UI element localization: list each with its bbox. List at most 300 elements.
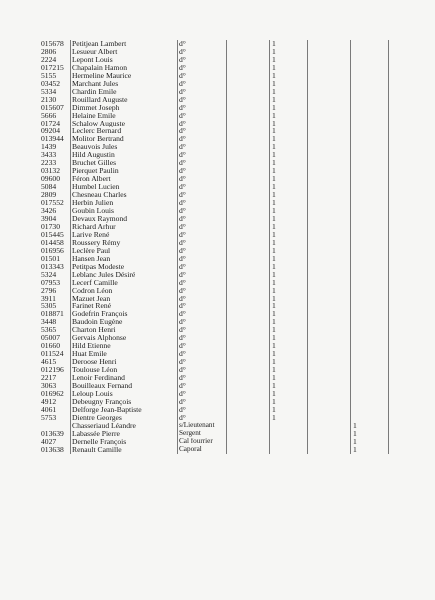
soldier-number: 4027 [40, 438, 71, 446]
empty-column [308, 334, 351, 342]
count-column-b [351, 247, 389, 255]
soldier-grade: d° [178, 390, 227, 398]
soldier-number: 03132 [40, 167, 71, 175]
empty-column [308, 422, 351, 430]
roster-row [40, 279, 405, 287]
roster-row [40, 72, 405, 80]
count-column-a: 1 [270, 80, 308, 88]
roster-row [40, 175, 405, 183]
empty-column [308, 239, 351, 247]
count-column-a [270, 438, 308, 446]
soldier-name: Bouilleaux Fernand [71, 382, 178, 390]
empty-column [308, 175, 351, 183]
roster-row [40, 255, 405, 263]
roster-row [40, 382, 405, 390]
empty-column [227, 72, 270, 80]
roster-row [40, 159, 405, 167]
count-column-a: 1 [270, 88, 308, 96]
empty-column [389, 390, 406, 398]
soldier-grade: d° [178, 231, 227, 239]
roster-row [40, 358, 405, 366]
soldier-number: 4061 [40, 406, 71, 414]
count-column-b [351, 295, 389, 303]
soldier-number: 013638 [40, 446, 71, 454]
soldier-name: Charton Henri [71, 326, 178, 334]
empty-column [389, 342, 406, 350]
soldier-number: 3063 [40, 382, 71, 390]
soldier-grade: Sergent [178, 430, 227, 438]
empty-column [227, 80, 270, 88]
roster-row [40, 430, 405, 438]
empty-column [389, 263, 406, 271]
empty-column [308, 374, 351, 382]
roster-row [40, 302, 405, 310]
soldier-number: 3904 [40, 215, 71, 223]
count-column-b [351, 191, 389, 199]
soldier-name: Devaux Raymond [71, 215, 178, 223]
count-column-b [351, 127, 389, 135]
empty-column [308, 430, 351, 438]
empty-column [389, 80, 406, 88]
empty-column [227, 88, 270, 96]
count-column-a: 1 [270, 120, 308, 128]
roster-row [40, 112, 405, 120]
roster-row [40, 64, 405, 72]
soldier-grade: d° [178, 374, 227, 382]
count-column-a: 1 [270, 175, 308, 183]
soldier-number: 2796 [40, 287, 71, 295]
empty-column [389, 64, 406, 72]
count-column-a: 1 [270, 215, 308, 223]
empty-column [227, 207, 270, 215]
empty-column [308, 167, 351, 175]
roster-row [40, 191, 405, 199]
count-column-b [351, 112, 389, 120]
empty-column [308, 326, 351, 334]
count-column-a: 1 [270, 159, 308, 167]
count-column-a: 1 [270, 40, 308, 48]
empty-column [389, 406, 406, 414]
empty-column [308, 390, 351, 398]
roster-row [40, 271, 405, 279]
soldier-grade: d° [178, 334, 227, 342]
empty-column [308, 56, 351, 64]
soldier-grade: d° [178, 247, 227, 255]
soldier-grade: d° [178, 127, 227, 135]
soldier-number: 07953 [40, 279, 71, 287]
count-column-b [351, 279, 389, 287]
roster-row [40, 215, 405, 223]
soldier-grade: d° [178, 80, 227, 88]
empty-column [389, 127, 406, 135]
count-column-a: 1 [270, 414, 308, 422]
empty-column [227, 302, 270, 310]
soldier-grade: d° [178, 40, 227, 48]
soldier-name: Gervais Alphonse [71, 334, 178, 342]
count-column-b [351, 255, 389, 263]
count-column-a: 1 [270, 72, 308, 80]
count-column-a: 1 [270, 334, 308, 342]
roster-row [40, 151, 405, 159]
count-column-b [351, 318, 389, 326]
count-column-b [351, 40, 389, 48]
empty-column [308, 207, 351, 215]
empty-column [389, 287, 406, 295]
empty-column [227, 48, 270, 56]
empty-column [308, 398, 351, 406]
empty-column [308, 96, 351, 104]
count-column-a: 1 [270, 112, 308, 120]
soldier-grade: d° [178, 302, 227, 310]
roster-row [40, 247, 405, 255]
soldier-name: Humbel Lucien [71, 183, 178, 191]
soldier-number: 1439 [40, 143, 71, 151]
soldier-number: 015607 [40, 104, 71, 112]
soldier-name: Hild Augustin [71, 151, 178, 159]
count-column-b [351, 406, 389, 414]
soldier-number: 01660 [40, 342, 71, 350]
soldier-number: 016956 [40, 247, 71, 255]
empty-column [308, 120, 351, 128]
soldier-name: Leclerc Bernard [71, 127, 178, 135]
soldier-name: Renault Camille [71, 446, 178, 454]
soldier-name: Toulouse Léon [71, 366, 178, 374]
count-column-b: 1 [351, 446, 389, 454]
roster-row [40, 231, 405, 239]
empty-column [308, 255, 351, 263]
soldier-grade: d° [178, 279, 227, 287]
count-column-a: 1 [270, 183, 308, 191]
empty-column [308, 215, 351, 223]
empty-column [389, 159, 406, 167]
soldier-grade: d° [178, 271, 227, 279]
empty-column [227, 263, 270, 271]
empty-column [227, 310, 270, 318]
count-column-a: 1 [270, 279, 308, 287]
empty-column [308, 358, 351, 366]
empty-column [389, 438, 406, 446]
soldier-name: Godefrin François [71, 310, 178, 318]
count-column-b [351, 366, 389, 374]
empty-column [308, 342, 351, 350]
soldier-name: Chardin Emile [71, 88, 178, 96]
count-column-a: 1 [270, 96, 308, 104]
empty-column [227, 287, 270, 295]
soldier-grade: d° [178, 287, 227, 295]
empty-column [308, 318, 351, 326]
empty-column [389, 255, 406, 263]
empty-column [227, 151, 270, 159]
empty-column [227, 366, 270, 374]
roster-row [40, 223, 405, 231]
soldier-number: 2130 [40, 96, 71, 104]
empty-column [308, 183, 351, 191]
count-column-b [351, 199, 389, 207]
soldier-grade: Caporal [178, 446, 227, 454]
soldier-number: 2233 [40, 159, 71, 167]
count-column-a: 1 [270, 64, 308, 72]
soldier-number: 2809 [40, 191, 71, 199]
count-column-b [351, 390, 389, 398]
count-column-b [351, 239, 389, 247]
empty-column [308, 223, 351, 231]
empty-column [389, 167, 406, 175]
empty-column [227, 271, 270, 279]
soldier-number: 013343 [40, 263, 71, 271]
soldier-name: Leblanc Jules Désiré [71, 271, 178, 279]
count-column-b [351, 183, 389, 191]
roster-row [40, 167, 405, 175]
roster-row [40, 143, 405, 151]
count-column-a: 1 [270, 191, 308, 199]
count-column-a: 1 [270, 358, 308, 366]
empty-column [227, 56, 270, 64]
empty-column [227, 295, 270, 303]
roster-row [40, 398, 405, 406]
count-column-b [351, 342, 389, 350]
empty-column [389, 302, 406, 310]
roster-row [40, 88, 405, 96]
soldier-name: Dernelle François [71, 438, 178, 446]
soldier-name: Hild Etienne [71, 342, 178, 350]
roster-row [40, 310, 405, 318]
empty-column [389, 215, 406, 223]
soldier-number: 012196 [40, 366, 71, 374]
empty-column [389, 279, 406, 287]
roster-body [40, 40, 405, 454]
empty-column [308, 88, 351, 96]
empty-column [227, 104, 270, 112]
empty-column [227, 390, 270, 398]
count-column-a [270, 422, 308, 430]
soldier-number: 5084 [40, 183, 71, 191]
count-column-b [351, 135, 389, 143]
soldier-grade: d° [178, 112, 227, 120]
empty-column [227, 422, 270, 430]
empty-column [389, 72, 406, 80]
count-column-b [351, 175, 389, 183]
count-column-b [351, 382, 389, 390]
empty-column [389, 207, 406, 215]
soldier-number: 5365 [40, 326, 71, 334]
soldier-grade: d° [178, 88, 227, 96]
count-column-a: 1 [270, 151, 308, 159]
roster-row [40, 287, 405, 295]
empty-column [308, 191, 351, 199]
roster-row [40, 342, 405, 350]
count-column-b [351, 374, 389, 382]
empty-column [389, 295, 406, 303]
soldier-number: 013639 [40, 430, 71, 438]
empty-column [308, 271, 351, 279]
count-column-a: 1 [270, 247, 308, 255]
empty-column [227, 334, 270, 342]
soldier-grade: d° [178, 135, 227, 143]
count-column-a: 1 [270, 382, 308, 390]
count-column-a: 1 [270, 207, 308, 215]
empty-column [308, 287, 351, 295]
soldier-name: Debeugny François [71, 398, 178, 406]
soldier-number: 01724 [40, 120, 71, 128]
empty-column [227, 358, 270, 366]
empty-column [389, 56, 406, 64]
empty-column [389, 350, 406, 358]
empty-column [389, 382, 406, 390]
empty-column [389, 334, 406, 342]
empty-column [227, 40, 270, 48]
empty-column [227, 406, 270, 414]
roster-row [40, 239, 405, 247]
empty-column [389, 40, 406, 48]
empty-column [308, 263, 351, 271]
empty-column [227, 438, 270, 446]
soldier-number: 4615 [40, 358, 71, 366]
count-column-a: 1 [270, 56, 308, 64]
count-column-a: 1 [270, 326, 308, 334]
count-column-a: 1 [270, 143, 308, 151]
soldier-grade: d° [178, 56, 227, 64]
roster-table [40, 40, 405, 454]
soldier-grade: d° [178, 175, 227, 183]
soldier-name: Labassée Pierre [71, 430, 178, 438]
roster-row [40, 263, 405, 271]
soldier-name: Chapalain Hamon [71, 64, 178, 72]
empty-column [227, 183, 270, 191]
empty-column [389, 88, 406, 96]
soldier-grade: d° [178, 350, 227, 358]
soldier-grade: s/Lieutenant [178, 422, 227, 430]
soldier-name: Schalow Auguste [71, 120, 178, 128]
empty-column [308, 104, 351, 112]
soldier-number: 2224 [40, 56, 71, 64]
soldier-number: 2217 [40, 374, 71, 382]
empty-column [227, 279, 270, 287]
empty-column [389, 175, 406, 183]
soldier-name: Petitpas Modeste [71, 263, 178, 271]
empty-column [227, 255, 270, 263]
empty-column [227, 215, 270, 223]
empty-column [308, 247, 351, 255]
empty-column [389, 374, 406, 382]
empty-column [308, 231, 351, 239]
count-column-b [351, 80, 389, 88]
empty-column [227, 318, 270, 326]
soldier-grade: d° [178, 295, 227, 303]
roster-row [40, 56, 405, 64]
count-column-a: 1 [270, 239, 308, 247]
empty-column [389, 191, 406, 199]
soldier-grade: d° [178, 358, 227, 366]
soldier-number: 5305 [40, 302, 71, 310]
empty-column [308, 406, 351, 414]
empty-column [389, 326, 406, 334]
empty-column [227, 167, 270, 175]
empty-column [308, 350, 351, 358]
soldier-name: Dimmet Joseph [71, 104, 178, 112]
count-column-a: 1 [270, 342, 308, 350]
roster-row [40, 96, 405, 104]
soldier-name: Farinet René [71, 302, 178, 310]
count-column-b [351, 151, 389, 159]
roster-row [40, 104, 405, 112]
empty-column [308, 302, 351, 310]
soldier-grade: d° [178, 398, 227, 406]
soldier-grade: d° [178, 143, 227, 151]
count-column-b [351, 88, 389, 96]
empty-column [227, 382, 270, 390]
empty-column [389, 48, 406, 56]
roster-row [40, 406, 405, 414]
soldier-grade: d° [178, 310, 227, 318]
soldier-name: Lecerf Camille [71, 279, 178, 287]
count-column-b [351, 120, 389, 128]
soldier-grade: d° [178, 167, 227, 175]
count-column-a: 1 [270, 287, 308, 295]
soldier-number: 016962 [40, 390, 71, 398]
soldier-grade: d° [178, 207, 227, 215]
count-column-b [351, 96, 389, 104]
soldier-name: Lesueur Albert [71, 48, 178, 56]
soldier-name: Chesneau Charles [71, 191, 178, 199]
empty-column [389, 446, 406, 454]
empty-column [389, 422, 406, 430]
empty-column [227, 135, 270, 143]
count-column-a [270, 446, 308, 454]
soldier-grade: d° [178, 120, 227, 128]
soldier-grade: d° [178, 183, 227, 191]
empty-column [227, 350, 270, 358]
empty-column [389, 199, 406, 207]
count-column-b [351, 287, 389, 295]
empty-column [308, 159, 351, 167]
soldier-name: Codron Léon [71, 287, 178, 295]
soldier-grade: d° [178, 239, 227, 247]
soldier-number: 09600 [40, 175, 71, 183]
count-column-a: 1 [270, 318, 308, 326]
soldier-name: Lepont Louis [71, 56, 178, 64]
empty-column [308, 414, 351, 422]
empty-column [227, 374, 270, 382]
empty-column [389, 96, 406, 104]
roster-row [40, 40, 405, 48]
count-column-b [351, 350, 389, 358]
count-column-a: 1 [270, 302, 308, 310]
soldier-grade: d° [178, 96, 227, 104]
soldier-number: 2806 [40, 48, 71, 56]
count-column-b [351, 358, 389, 366]
soldier-number: 017215 [40, 64, 71, 72]
soldier-name: Lenoir Ferdinand [71, 374, 178, 382]
soldier-number: 03452 [40, 80, 71, 88]
soldier-name: Molitor Bertrand [71, 135, 178, 143]
count-column-b [351, 167, 389, 175]
empty-column [389, 231, 406, 239]
roster-row [40, 350, 405, 358]
roster-row [40, 183, 405, 191]
empty-column [389, 366, 406, 374]
empty-column [389, 120, 406, 128]
count-column-b [351, 64, 389, 72]
soldier-name: Beauvois Jules [71, 143, 178, 151]
soldier-number: 014458 [40, 239, 71, 247]
empty-column [227, 159, 270, 167]
count-column-b [351, 223, 389, 231]
empty-column [308, 446, 351, 454]
roster-row [40, 80, 405, 88]
soldier-number: 3911 [40, 295, 71, 303]
empty-column [227, 430, 270, 438]
count-column-a: 1 [270, 295, 308, 303]
